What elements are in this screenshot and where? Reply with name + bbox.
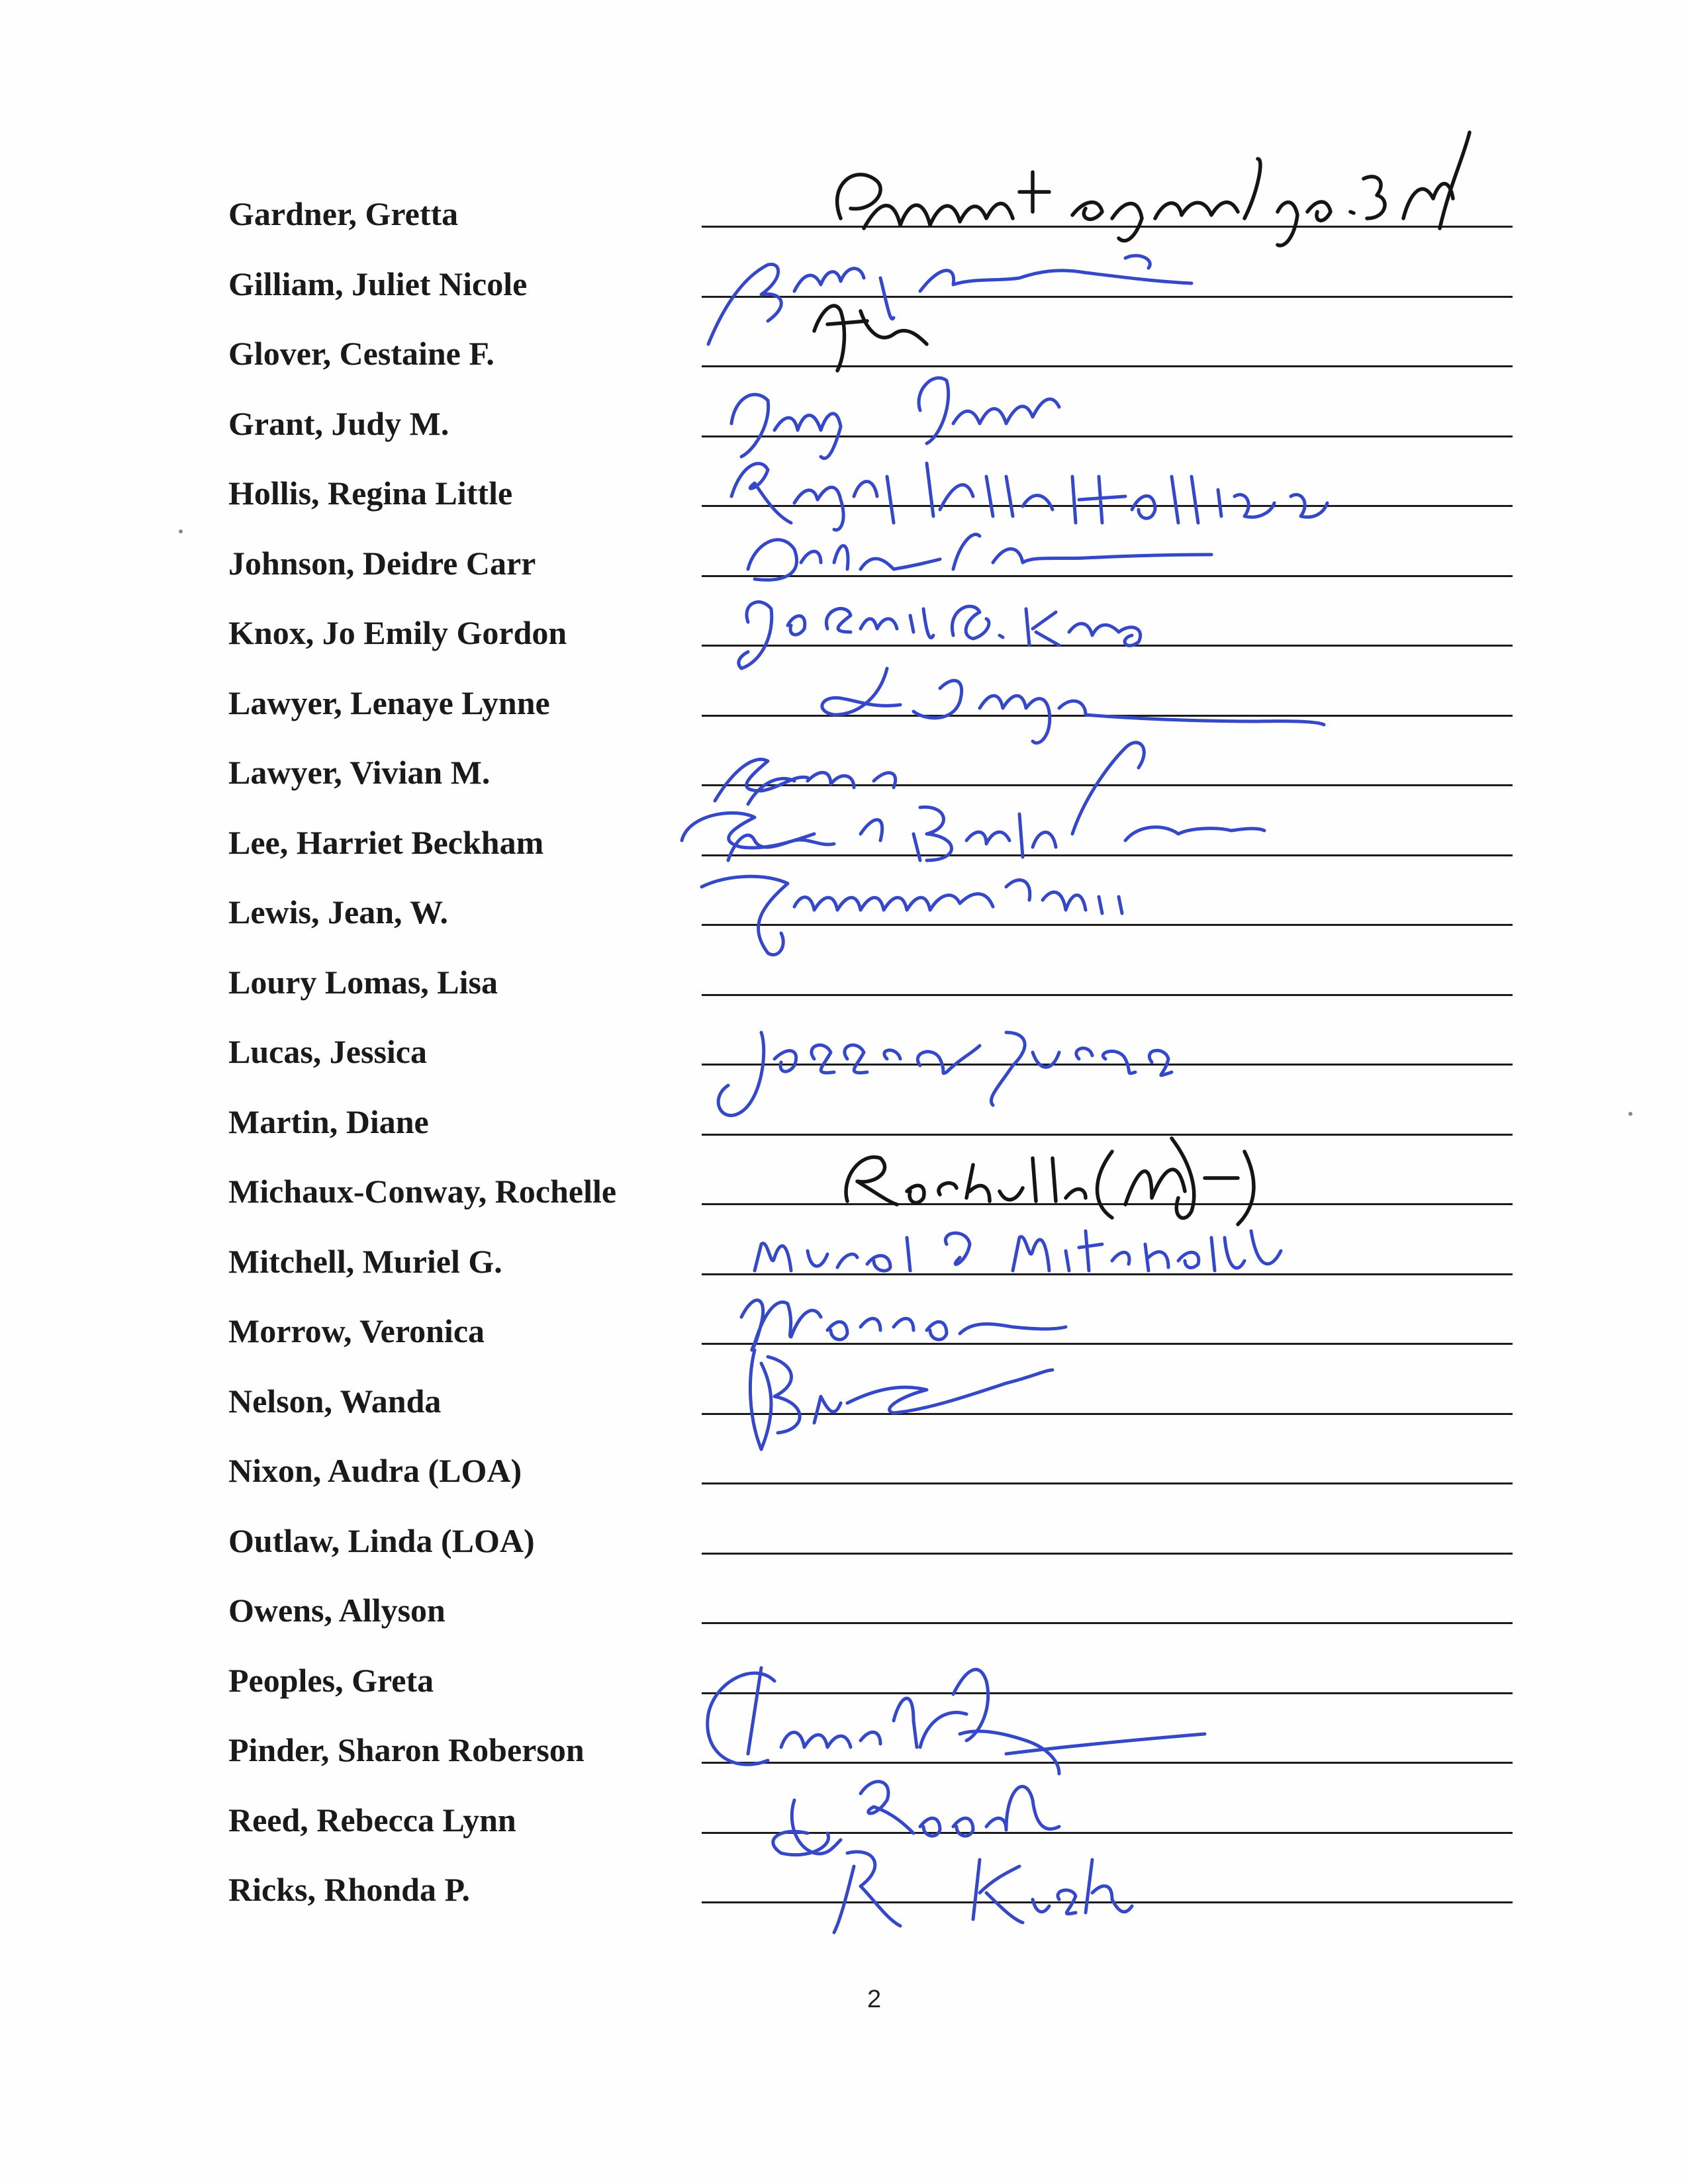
member-name: Lucas, Jessica: [228, 1033, 427, 1070]
roster-row: [0, 1499, 1688, 1568]
member-name: Reed, Rebecca Lynn: [228, 1801, 516, 1839]
roster-row: [0, 940, 1688, 1009]
member-name: Gardner, Gretta: [228, 195, 459, 232]
signature-line: [702, 1343, 1513, 1345]
roster-row: [0, 731, 1688, 799]
signature-line: [702, 1064, 1513, 1066]
signature-line: [702, 1692, 1513, 1694]
signature-line: [702, 296, 1513, 298]
member-name: Lewis, Jean, W.: [228, 893, 449, 931]
roster-row: [0, 1778, 1688, 1847]
roster-row: [0, 801, 1688, 870]
signature-line: [702, 1901, 1513, 1903]
member-name: Martin, Diane: [228, 1103, 429, 1140]
roster-row: [0, 1010, 1688, 1079]
roster-row: [0, 1429, 1688, 1498]
member-name: Knox, Jo Emily Gordon: [228, 614, 567, 651]
member-name: Ricks, Rhonda P.: [228, 1871, 470, 1908]
roster-row: [0, 382, 1688, 451]
roster-row: [0, 522, 1688, 590]
signature-line: [702, 1203, 1513, 1205]
roster-row: [0, 1359, 1688, 1428]
member-name: Pinder, Sharon Roberson: [228, 1731, 585, 1768]
roster-row: [0, 591, 1688, 660]
roster-row: [0, 242, 1688, 311]
roster-row: [0, 1848, 1688, 1917]
signature-line: [702, 1273, 1513, 1275]
signature-line: [702, 435, 1513, 437]
signature-line: [702, 575, 1513, 577]
signature-line: [702, 645, 1513, 647]
member-name: Hollis, Regina Little: [228, 475, 513, 512]
scan-speck: [179, 529, 183, 533]
member-name: Peoples, Greta: [228, 1661, 434, 1699]
roster-row: [0, 1639, 1688, 1707]
member-name: Mitchell, Muriel G.: [228, 1242, 502, 1280]
roster-row: [0, 870, 1688, 939]
member-name: Grant, Judy M.: [228, 404, 449, 442]
member-name: Nixon, Audra (LOA): [228, 1452, 522, 1489]
roster-row: [0, 1220, 1688, 1289]
member-name: Morrow, Veronica: [228, 1312, 485, 1349]
member-name: Loury Lomas, Lisa: [228, 963, 498, 1001]
roster-row: [0, 1708, 1688, 1777]
signature-line: [702, 1832, 1513, 1834]
roster-row: [0, 451, 1688, 520]
member-name: Owens, Allyson: [228, 1592, 445, 1629]
signature-line: [702, 365, 1513, 367]
member-name: Michaux-Conway, Rochelle: [228, 1173, 617, 1210]
member-name: Gilliam, Juliet Nicole: [228, 265, 528, 302]
signature-line: [702, 226, 1513, 228]
member-name: Lee, Harriet Beckham: [228, 823, 544, 861]
signature-line: [702, 1553, 1513, 1555]
roster-row: [0, 1569, 1688, 1637]
signature-line: [702, 1134, 1513, 1136]
member-name: Lawyer, Vivian M.: [228, 754, 491, 791]
member-name: Outlaw, Linda (LOA): [228, 1522, 535, 1559]
member-name: Glover, Cestaine F.: [228, 335, 494, 372]
member-name: Lawyer, Lenaye Lynne: [228, 684, 550, 721]
member-name: Nelson, Wanda: [228, 1382, 442, 1420]
roster-row: [0, 1150, 1688, 1218]
signature-line: [702, 1762, 1513, 1764]
signature-line: [702, 994, 1513, 996]
signature-line: [702, 924, 1513, 926]
roster-row: [0, 661, 1688, 730]
signature-line: [702, 1482, 1513, 1484]
roster-row: [0, 172, 1688, 241]
signature-line: [702, 505, 1513, 507]
signature-line: [702, 715, 1513, 717]
scan-speck: [1628, 1112, 1632, 1116]
member-name: Johnson, Deidre Carr: [228, 544, 536, 582]
signature-line: [702, 854, 1513, 856]
signature-line: [702, 1413, 1513, 1415]
signature-line: [702, 1622, 1513, 1624]
roster-row: [0, 1080, 1688, 1149]
page-number: 2: [867, 1985, 882, 2013]
signature-line: [702, 784, 1513, 786]
roster-row: [0, 312, 1688, 381]
roster-row: [0, 1289, 1688, 1358]
